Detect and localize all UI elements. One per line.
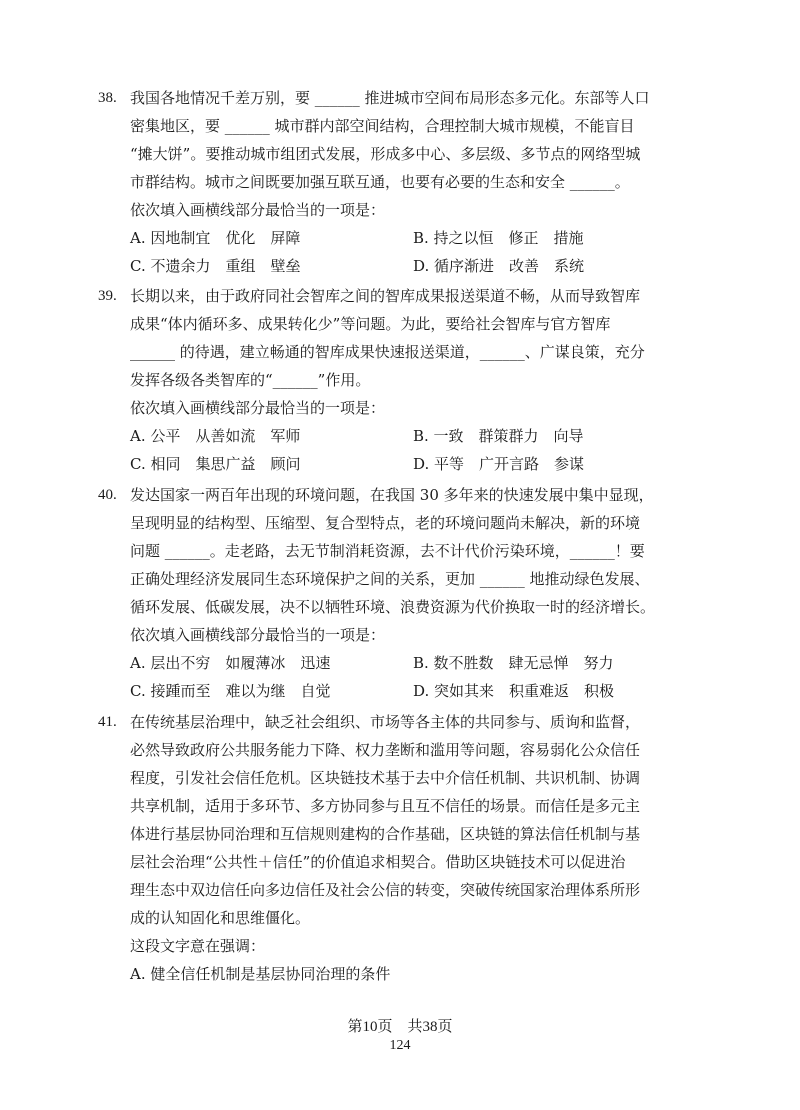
options-row bbox=[100, 450, 700, 478]
question-prompt: 依次填入画横线部分最恰当的一项是： bbox=[130, 201, 386, 219]
question-text-line: 循环发展、低碳发展，决不以牺牲环境、浪费资源为代价换取一时的经济增长。 bbox=[130, 598, 656, 616]
option-d: D. 平等 广开言路 参谋 bbox=[413, 455, 585, 473]
options-row bbox=[100, 677, 700, 705]
question-prompt: 依次填入画横线部分最恰当的一项是： bbox=[130, 626, 386, 644]
question-text-line: 密集地区，要 ______ 城市群内部空间结构，合理控制大城市规模，不能盲目 bbox=[130, 117, 635, 135]
question-text-line: 成的认知固化和思维僵化。 bbox=[130, 909, 311, 927]
option-b: B. 数不胜数 肆无忌惮 努力 bbox=[413, 654, 614, 672]
question-text-line: 问题 ______。走老路，去无节制消耗资源，去不计代价污染环境，______！要 bbox=[130, 542, 645, 560]
question-text-line: 市群结构。城市之间既要加强互联互通，也要有必要的生态和安全 ______。 bbox=[130, 173, 630, 191]
option-b: B. 一致 群策群力 向导 bbox=[413, 427, 584, 445]
option-a: A. 健全信任机制是基层协同治理的条件 bbox=[130, 965, 391, 983]
question-text-line: 共享机制，适用于多环节、多方协同参与且互不信任的场景。而信任是多元主 bbox=[130, 797, 641, 815]
question-40 bbox=[100, 481, 700, 705]
option-c: C. 相同 集思广益 顾问 bbox=[130, 455, 301, 473]
question-text-line: 理生态中双边信任向多边信任及社会公信的转变，突破传统国家治理体系所形 bbox=[130, 881, 641, 899]
options-row bbox=[100, 252, 700, 280]
question-text-line: ______ 的待遇，建立畅通的智库成果快速报送渠道，______、广谋良策，充分 bbox=[130, 343, 645, 361]
question-number: 38. bbox=[98, 90, 117, 106]
option-c: C. 不遗余力 重组 壁垒 bbox=[130, 257, 301, 275]
question-text-line: 发达国家一两百年出现的环境问题，在我国 30 多年来的快速发展中集中显现， bbox=[130, 486, 654, 504]
page-number: 124 bbox=[389, 1038, 411, 1053]
option-d: D. 突如其来 积重难返 积极 bbox=[413, 682, 615, 700]
options-row bbox=[100, 649, 700, 677]
question-text-line: 正确处理经济发展同生态环境保护之间的关系，更加 ______ 地推动绿色发展、 bbox=[130, 570, 650, 588]
question-text-line: 我国各地情况千差万别，要 ______ 推进城市空间布局形态多元化。东部等人口 bbox=[130, 89, 650, 107]
question-text-line: “摊大饼”。要推动城市组团式发展，形成多中心、多层级、多节点的网络型城 bbox=[130, 145, 641, 163]
options-row bbox=[100, 422, 700, 450]
question-text-line: 体进行基层协同治理和互信规则建构的合作基础，区块链的算法信任机制与基 bbox=[130, 825, 641, 843]
question-text-line: 呈现明显的结构型、压缩型、复合型特点，老的环境问题尚未解决，新的环境 bbox=[130, 514, 641, 532]
question-41 bbox=[100, 708, 700, 988]
option-b: B. 持之以恒 修正 措施 bbox=[413, 229, 584, 247]
question-prompt: 这段文字意在强调： bbox=[130, 937, 266, 955]
page-indicator: 第10页 共38页 bbox=[347, 1019, 453, 1035]
question-text-line: 成果“体内循环多、成果转化少”等问题。为此，要给社会智库与官方智库 bbox=[130, 315, 611, 333]
question-text-line: 在传统基层治理中，缺乏社会组织、市场等各主体的共同参与、质询和监督， bbox=[130, 713, 641, 731]
option-a: A. 因地制宜 优化 屏障 bbox=[130, 229, 301, 247]
option-a: A. 层出不穷 如履薄冰 迅速 bbox=[130, 654, 331, 672]
question-number: 41. bbox=[98, 714, 117, 730]
option-a: A. 公平 从善如流 军师 bbox=[130, 427, 301, 445]
option-c: C. 接踵而至 难以为继 自觉 bbox=[130, 682, 331, 700]
question-prompt: 依次填入画横线部分最恰当的一项是： bbox=[130, 399, 386, 417]
question-text-line: 层社会治理“公共性＋信任”的价值追求相契合。借助区块链技术可以促进治 bbox=[130, 853, 626, 871]
question-number: 39. bbox=[98, 288, 117, 304]
options-row bbox=[100, 224, 700, 252]
option-d: D. 循序渐进 改善 系统 bbox=[413, 257, 585, 275]
question-text-line: 必然导致政府公共服务能力下降、权力垄断和滥用等问题，容易弱化公众信任 bbox=[130, 741, 641, 759]
question-number: 40. bbox=[98, 487, 117, 503]
question-39 bbox=[100, 282, 700, 478]
question-text-line: 长期以来，由于政府同社会智库之间的智库成果报送渠道不畅，从而导致智库 bbox=[130, 287, 641, 305]
question-text-line: 发挥各级各类智库的“______”作用。 bbox=[130, 371, 371, 389]
question-text-line: 程度，引发社会信任危机。区块链技术基于去中介信任机制、共识机制、协调 bbox=[130, 769, 641, 787]
question-38 bbox=[100, 84, 700, 280]
